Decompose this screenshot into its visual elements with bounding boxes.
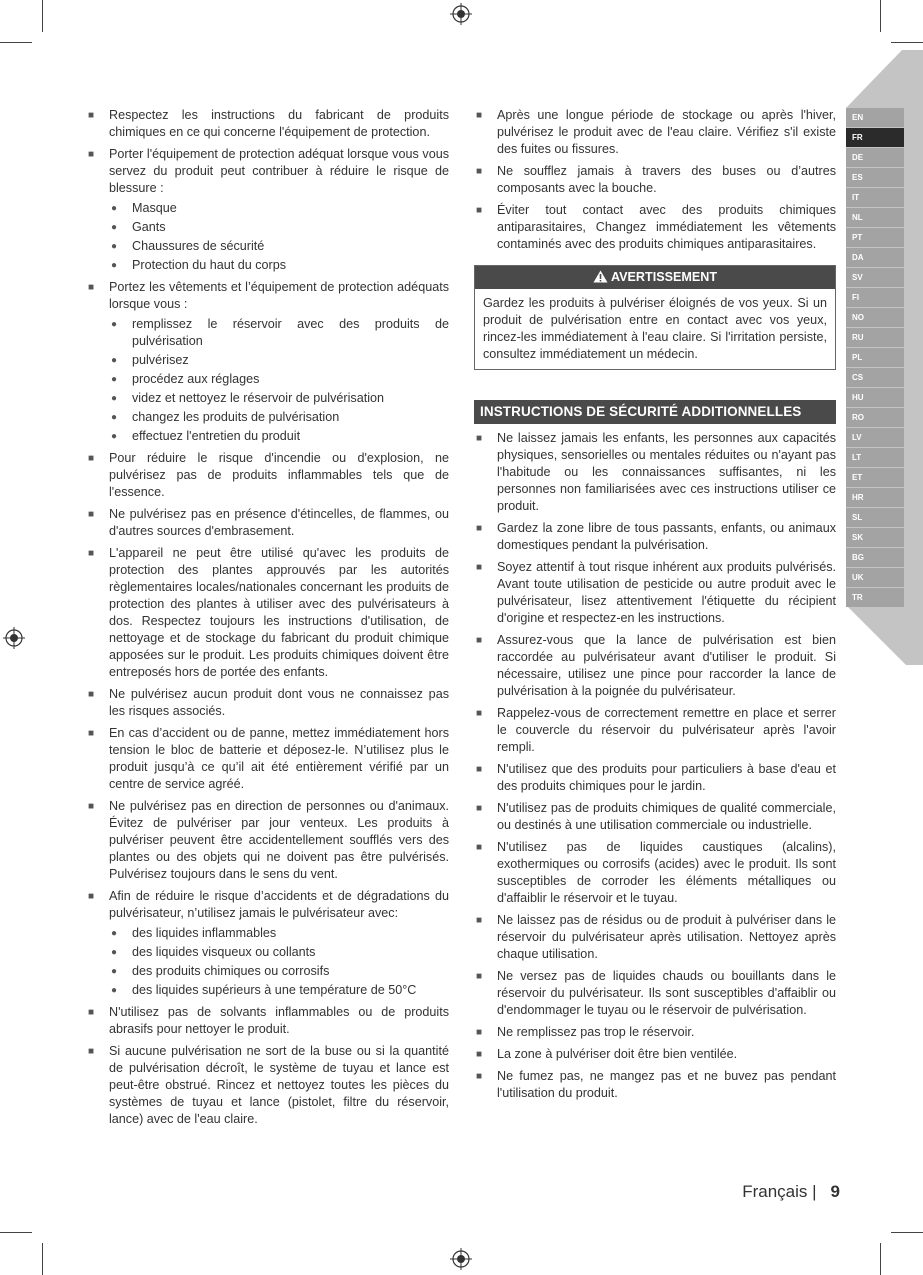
- language-tab-hu[interactable]: HU: [846, 388, 904, 407]
- round-bullet-icon: ●: [111, 928, 118, 939]
- language-tab-bg[interactable]: BG: [846, 548, 904, 567]
- square-bullet-icon: ■: [476, 1071, 483, 1082]
- crop-mark: [891, 1232, 923, 1233]
- language-tab-lv[interactable]: LV: [846, 428, 904, 447]
- list-item-text: Rappelez-vous de correctement remettre en place et serrer le couvercle du réservoir du pulvérisateur après l'avoir rempli.: [497, 706, 836, 754]
- sub-list-item: [109, 428, 449, 445]
- list-item: [474, 430, 836, 515]
- list-item-text: Ne pulvérisez pas en direction de personnes ou d'animaux. Évitez de pulvériser par jour venteux. Les produits à pulvériser peuvent être accidentellement soufflés vers des plantes ou des objets qui ne doivent pas être pulvérisés. Pulvérisez toujours dans le sens du vent.: [109, 799, 449, 881]
- crop-mark: [42, 1243, 43, 1275]
- language-tab-it[interactable]: IT: [846, 188, 904, 207]
- sub-list-item-text: videz et nettoyez le réservoir de pulvérisation: [132, 391, 385, 405]
- list-item: [86, 146, 449, 274]
- list-item: [474, 163, 836, 197]
- registration-mark-icon: [450, 3, 472, 25]
- round-bullet-icon: ●: [111, 431, 118, 442]
- list-item: [86, 1043, 449, 1128]
- registration-mark-icon: [450, 1248, 472, 1270]
- round-bullet-icon: ●: [111, 947, 118, 958]
- language-tab-sl[interactable]: SL: [846, 508, 904, 527]
- square-bullet-icon: ■: [476, 110, 483, 121]
- sub-list-item-text: Gants: [132, 220, 166, 234]
- list-item-text: Ne soufflez jamais à travers des buses ou d’autres composants avec la bouche.: [497, 164, 836, 195]
- square-bullet-icon: ■: [476, 1027, 483, 1038]
- language-tabs: [846, 108, 904, 608]
- list-item: [474, 1068, 836, 1102]
- sub-list-item-text: effectuez l'entretien du produit: [132, 429, 301, 443]
- square-bullet-icon: ■: [88, 801, 95, 812]
- list-item: [86, 450, 449, 501]
- list-item: [474, 705, 836, 756]
- list-item-text: Porter l'équipement de protection adéquat lorsque vous vous servez du produit peut contribuer à réduire le risque de blessure :: [109, 147, 449, 195]
- list-item-text: Portez les vêtements et l’équipement de protection adéquats lorsque vous :: [109, 280, 449, 311]
- crop-mark: [880, 0, 881, 32]
- round-bullet-icon: ●: [111, 374, 118, 385]
- square-bullet-icon: ■: [476, 523, 483, 534]
- square-bullet-icon: ■: [476, 562, 483, 573]
- list-item: [474, 968, 836, 1019]
- crop-mark: [0, 1232, 32, 1233]
- list-item-text: Ne laissez jamais les enfants, les personnes aux capacités physiques, sensorielles ou mentales réduites ou n'ayant pas l'habitude ou les connaissances suffisantes, ni les personnes non familiarisées avec ces instructions utiliser ce produit.: [497, 431, 836, 513]
- language-tab-et[interactable]: ET: [846, 468, 904, 487]
- round-bullet-icon: ●: [111, 260, 118, 271]
- square-bullet-icon: ■: [476, 166, 483, 177]
- list-item-text: Ne fumez pas, ne mangez pas et ne buvez pas pendant l'utilisation du produit.: [497, 1069, 836, 1100]
- round-bullet-icon: ●: [111, 319, 118, 330]
- sub-list: [109, 200, 449, 274]
- warning-header: [475, 266, 835, 289]
- language-tab-da[interactable]: DA: [846, 248, 904, 267]
- sub-list-item: [109, 219, 449, 236]
- list-item: [474, 202, 836, 253]
- sub-list-item-text: des liquides visqueux ou collants: [132, 945, 316, 959]
- square-bullet-icon: ■: [88, 1046, 95, 1057]
- sub-list-item-text: procédez aux réglages: [132, 372, 260, 386]
- round-bullet-icon: ●: [111, 985, 118, 996]
- sub-list-item: [109, 257, 449, 274]
- square-bullet-icon: ■: [88, 282, 95, 293]
- sub-list-item-text: Chaussures de sécurité: [132, 239, 265, 253]
- list-item: [86, 506, 449, 540]
- page-number: 9: [830, 1182, 840, 1201]
- left-column: [86, 107, 449, 1133]
- square-bullet-icon: ■: [476, 764, 483, 775]
- footer-language: Français |: [742, 1182, 817, 1201]
- language-tab-de[interactable]: DE: [846, 148, 904, 167]
- list-item-text: Ne laissez pas de résidus ou de produit à pulvériser dans le réservoir du pulvérisateur après utilisation. Nettoyez après chaque utilisation.: [497, 913, 836, 961]
- list-item-text: Ne remplissez pas trop le réservoir.: [497, 1025, 695, 1039]
- square-bullet-icon: ■: [88, 453, 95, 464]
- list-item: [86, 279, 449, 445]
- list-item-text: En cas d’accident ou de panne, mettez immédiatement hors tension le bloc de batterie et déposez-le. N’utilisez plus le produit jusqu’à ce qu’il ait été entièrement vérifié par un centre de service agréé.: [109, 726, 449, 791]
- language-tab-en[interactable]: EN: [846, 108, 904, 127]
- registration-mark-icon: [3, 627, 25, 649]
- sub-list-item: [109, 409, 449, 426]
- round-bullet-icon: ●: [111, 355, 118, 366]
- square-bullet-icon: ■: [476, 635, 483, 646]
- square-bullet-icon: ■: [88, 728, 95, 739]
- safety-list-additional: [474, 430, 836, 1102]
- sub-list-item: [109, 352, 449, 369]
- crop-mark: [880, 1243, 881, 1275]
- list-item: [474, 559, 836, 627]
- language-tab-es[interactable]: ES: [846, 168, 904, 187]
- square-bullet-icon: ■: [88, 689, 95, 700]
- safety-list-right-top: [474, 107, 836, 253]
- square-bullet-icon: ■: [88, 548, 95, 559]
- list-item: [86, 798, 449, 883]
- round-bullet-icon: ●: [111, 222, 118, 233]
- list-item-text: Assurez-vous que la lance de pulvérisation est bien raccordée au pulvérisateur avant d'utiliser le produit. Si nécessaire, utilisez une pince pour raccorder la lance de pulvérisation à la poignée du pulvérisateur.: [497, 633, 836, 698]
- square-bullet-icon: ■: [88, 110, 95, 121]
- right-column: [474, 107, 836, 1107]
- sub-list-item: [109, 316, 449, 350]
- language-tab-cs[interactable]: CS: [846, 368, 904, 387]
- square-bullet-icon: ■: [476, 205, 483, 216]
- list-item: [474, 1046, 836, 1063]
- sub-list-item: [109, 390, 449, 407]
- list-item-text: Éviter tout contact avec des produits chimiques antiparasitaires, Changez immédiatement les vêtements contaminés avec des produits chimiques antiparasitaires.: [497, 203, 836, 251]
- list-item-text: Ne versez pas de liquides chauds ou bouillants dans le réservoir du pulvérisateur. Ils sont susceptibles d'affaiblir ou d'endommager le tuyau ou le réservoir de pulvérisation.: [497, 969, 836, 1017]
- crop-mark: [42, 0, 43, 32]
- sub-list-item-text: des liquides inflammables: [132, 926, 277, 940]
- list-item: [474, 520, 836, 554]
- sub-list-item-text: des produits chimiques ou corrosifs: [132, 964, 330, 978]
- list-item-text: N'utilisez pas de solvants inflammables ou de produits abrasifs pour nettoyer le produit.: [109, 1005, 449, 1036]
- language-tab-pl[interactable]: PL: [846, 348, 904, 367]
- warning-body: Gardez les produits à pulvériser éloignés de vos yeux. Si un produit de pulvérisation entre en contact avec vos yeux, rincez-les immédiatement à l'eau claire. Si l'irritation persiste, consultez immédiatement un médecin.: [483, 296, 827, 361]
- sub-list-item-text: changez les produits de pulvérisation: [132, 410, 340, 424]
- square-bullet-icon: ■: [476, 842, 483, 853]
- list-item-text: Gardez la zone libre de tous passants, enfants, ou animaux domestiques pendant la pulvérisation.: [497, 521, 836, 552]
- sub-list: [109, 925, 449, 999]
- list-item-text: Après une longue période de stockage ou après l'hiver, pulvérisez le produit avec de l'eau claire. Vérifiez s'il existe des fuites ou fissures.: [497, 108, 836, 156]
- sub-list-item: [109, 963, 449, 980]
- list-item: [86, 107, 449, 141]
- list-item-text: Ne pulvérisez aucun produit dont vous ne connaissez pas les risques associés.: [109, 687, 449, 718]
- list-item-text: Pour réduire le risque d'incendie ou d'explosion, ne pulvérisez pas de produits inflammables tels que de l'essence.: [109, 451, 449, 499]
- list-item: [86, 1004, 449, 1038]
- list-item: [474, 1024, 836, 1041]
- sub-list-item-text: remplissez le réservoir avec des produits de pulvérisation: [132, 317, 449, 348]
- language-tab-ro[interactable]: RO: [846, 408, 904, 427]
- language-tab-tr[interactable]: TR: [846, 588, 904, 607]
- square-bullet-icon: ■: [476, 915, 483, 926]
- safety-list-left: [86, 107, 449, 1128]
- list-item-text: La zone à pulvériser doit être bien ventilée.: [497, 1047, 738, 1061]
- square-bullet-icon: ■: [88, 1007, 95, 1018]
- language-tab-lt[interactable]: LT: [846, 448, 904, 467]
- list-item: [474, 107, 836, 158]
- sub-list-item: [109, 925, 449, 942]
- square-bullet-icon: ■: [88, 149, 95, 160]
- language-tab-pt[interactable]: PT: [846, 228, 904, 247]
- square-bullet-icon: ■: [88, 891, 95, 902]
- list-item-text: N'utilisez pas de produits chimiques de qualité commerciale, ou destinés à une utilisation commerciale ou industrielle.: [497, 801, 836, 832]
- crop-mark: [891, 42, 923, 43]
- language-tab-hr[interactable]: HR: [846, 488, 904, 507]
- round-bullet-icon: ●: [111, 241, 118, 252]
- sub-list-item: [109, 238, 449, 255]
- language-tab-uk[interactable]: UK: [846, 568, 904, 587]
- list-item: [86, 888, 449, 999]
- sub-list-item-text: Masque: [132, 201, 177, 215]
- sub-list-item: [109, 371, 449, 388]
- language-tab-sk[interactable]: SK: [846, 528, 904, 547]
- section-title: INSTRUCTIONS DE SÉCURITÉ ADDITIONNELLES: [474, 400, 836, 424]
- list-item-text: Si aucune pulvérisation ne sort de la buse ou si la quantité de pulvérisation décroît, le système de tuyau et lance est peut-être obstrué. Rincez et nettoyez toutes les pièces du systèmes de tuyau et lance (pistolet, filtre du réservoir, lance) avec de l'eau claire.: [109, 1044, 449, 1126]
- square-bullet-icon: ■: [88, 509, 95, 520]
- list-item-text: L'appareil ne peut être utilisé qu'avec les produits de protection des plantes approuvés par les autorités règlementaires locales/nationales concernant les produits de protection des plantes à utiliser avec des pulvérisateurs à dos. Respectez toujours les instructions d'utilisation, de nettoyage et de stockage du fabricant du produit chimique apposées sur le produit. Les produits chimiques doivent être entreposés hors de portée des enfants.: [109, 546, 449, 679]
- round-bullet-icon: ●: [111, 412, 118, 423]
- warning-title: AVERTISSEMENT: [610, 270, 718, 284]
- list-item: [474, 632, 836, 700]
- list-item-text: Afin de réduire le risque d’accidents et de dégradations du pulvérisateur, n’utilisez jamais le pulvérisateur avec:: [109, 889, 449, 920]
- language-tab-ru[interactable]: RU: [846, 328, 904, 347]
- list-item: [86, 545, 449, 681]
- language-tab-sv[interactable]: SV: [846, 268, 904, 287]
- list-item: [474, 839, 836, 907]
- round-bullet-icon: ●: [111, 203, 118, 214]
- list-item-text: N'utilisez pas de liquides caustiques (alcalins), exothermiques ou corrosifs (acides) avec le produit. Ils sont susceptibles de corroder les éléments métalliques ou d'affaiblir le réservoir et le tuyau.: [497, 840, 836, 905]
- sub-list-item: [109, 200, 449, 217]
- page-footer: [700, 1182, 840, 1202]
- language-tab-fi[interactable]: FI: [846, 288, 904, 307]
- sub-list: [109, 316, 449, 445]
- round-bullet-icon: ●: [111, 966, 118, 977]
- square-bullet-icon: ■: [476, 433, 483, 444]
- language-tab-no[interactable]: NO: [846, 308, 904, 327]
- square-bullet-icon: ■: [476, 708, 483, 719]
- round-bullet-icon: ●: [111, 393, 118, 404]
- list-item-text: N'utilisez que des produits pour particuliers à base d'eau et des produits chimiques pour le jardin.: [497, 762, 836, 793]
- list-item: [474, 761, 836, 795]
- list-item-text: Soyez attentif à tout risque inhérent aux produits pulvérisés. Avant toute utilisation de pesticide ou autre produit avec le pulvérisateur, lisez attentivement l'étiquette du récipient d'origine et respectez-en les instructions.: [497, 560, 836, 625]
- list-item: [474, 800, 836, 834]
- warning-box: [474, 265, 836, 370]
- sub-list-item-text: pulvérisez: [132, 353, 189, 367]
- square-bullet-icon: ■: [476, 971, 483, 982]
- sub-list-item-text: Protection du haut du corps: [132, 258, 287, 272]
- warning-triangle-icon: [593, 270, 608, 283]
- list-item-text: Respectez les instructions du fabricant de produits chimiques en ce qui concerne l'équipement de protection.: [109, 108, 449, 139]
- list-item: [86, 725, 449, 793]
- language-tab-fr[interactable]: FR: [846, 128, 904, 147]
- list-item: [474, 912, 836, 963]
- language-tab-nl[interactable]: NL: [846, 208, 904, 227]
- list-item: [86, 686, 449, 720]
- crop-mark: [0, 42, 32, 43]
- sub-list-item: [109, 944, 449, 961]
- sub-list-item: [109, 982, 449, 999]
- list-item-text: Ne pulvérisez pas en présence d'étincelles, de flammes, ou d'autres sources d'embrasement.: [109, 507, 449, 538]
- sub-list-item-text: des liquides supérieurs à une température de 50°C: [132, 983, 417, 997]
- square-bullet-icon: ■: [476, 1049, 483, 1060]
- square-bullet-icon: ■: [476, 803, 483, 814]
